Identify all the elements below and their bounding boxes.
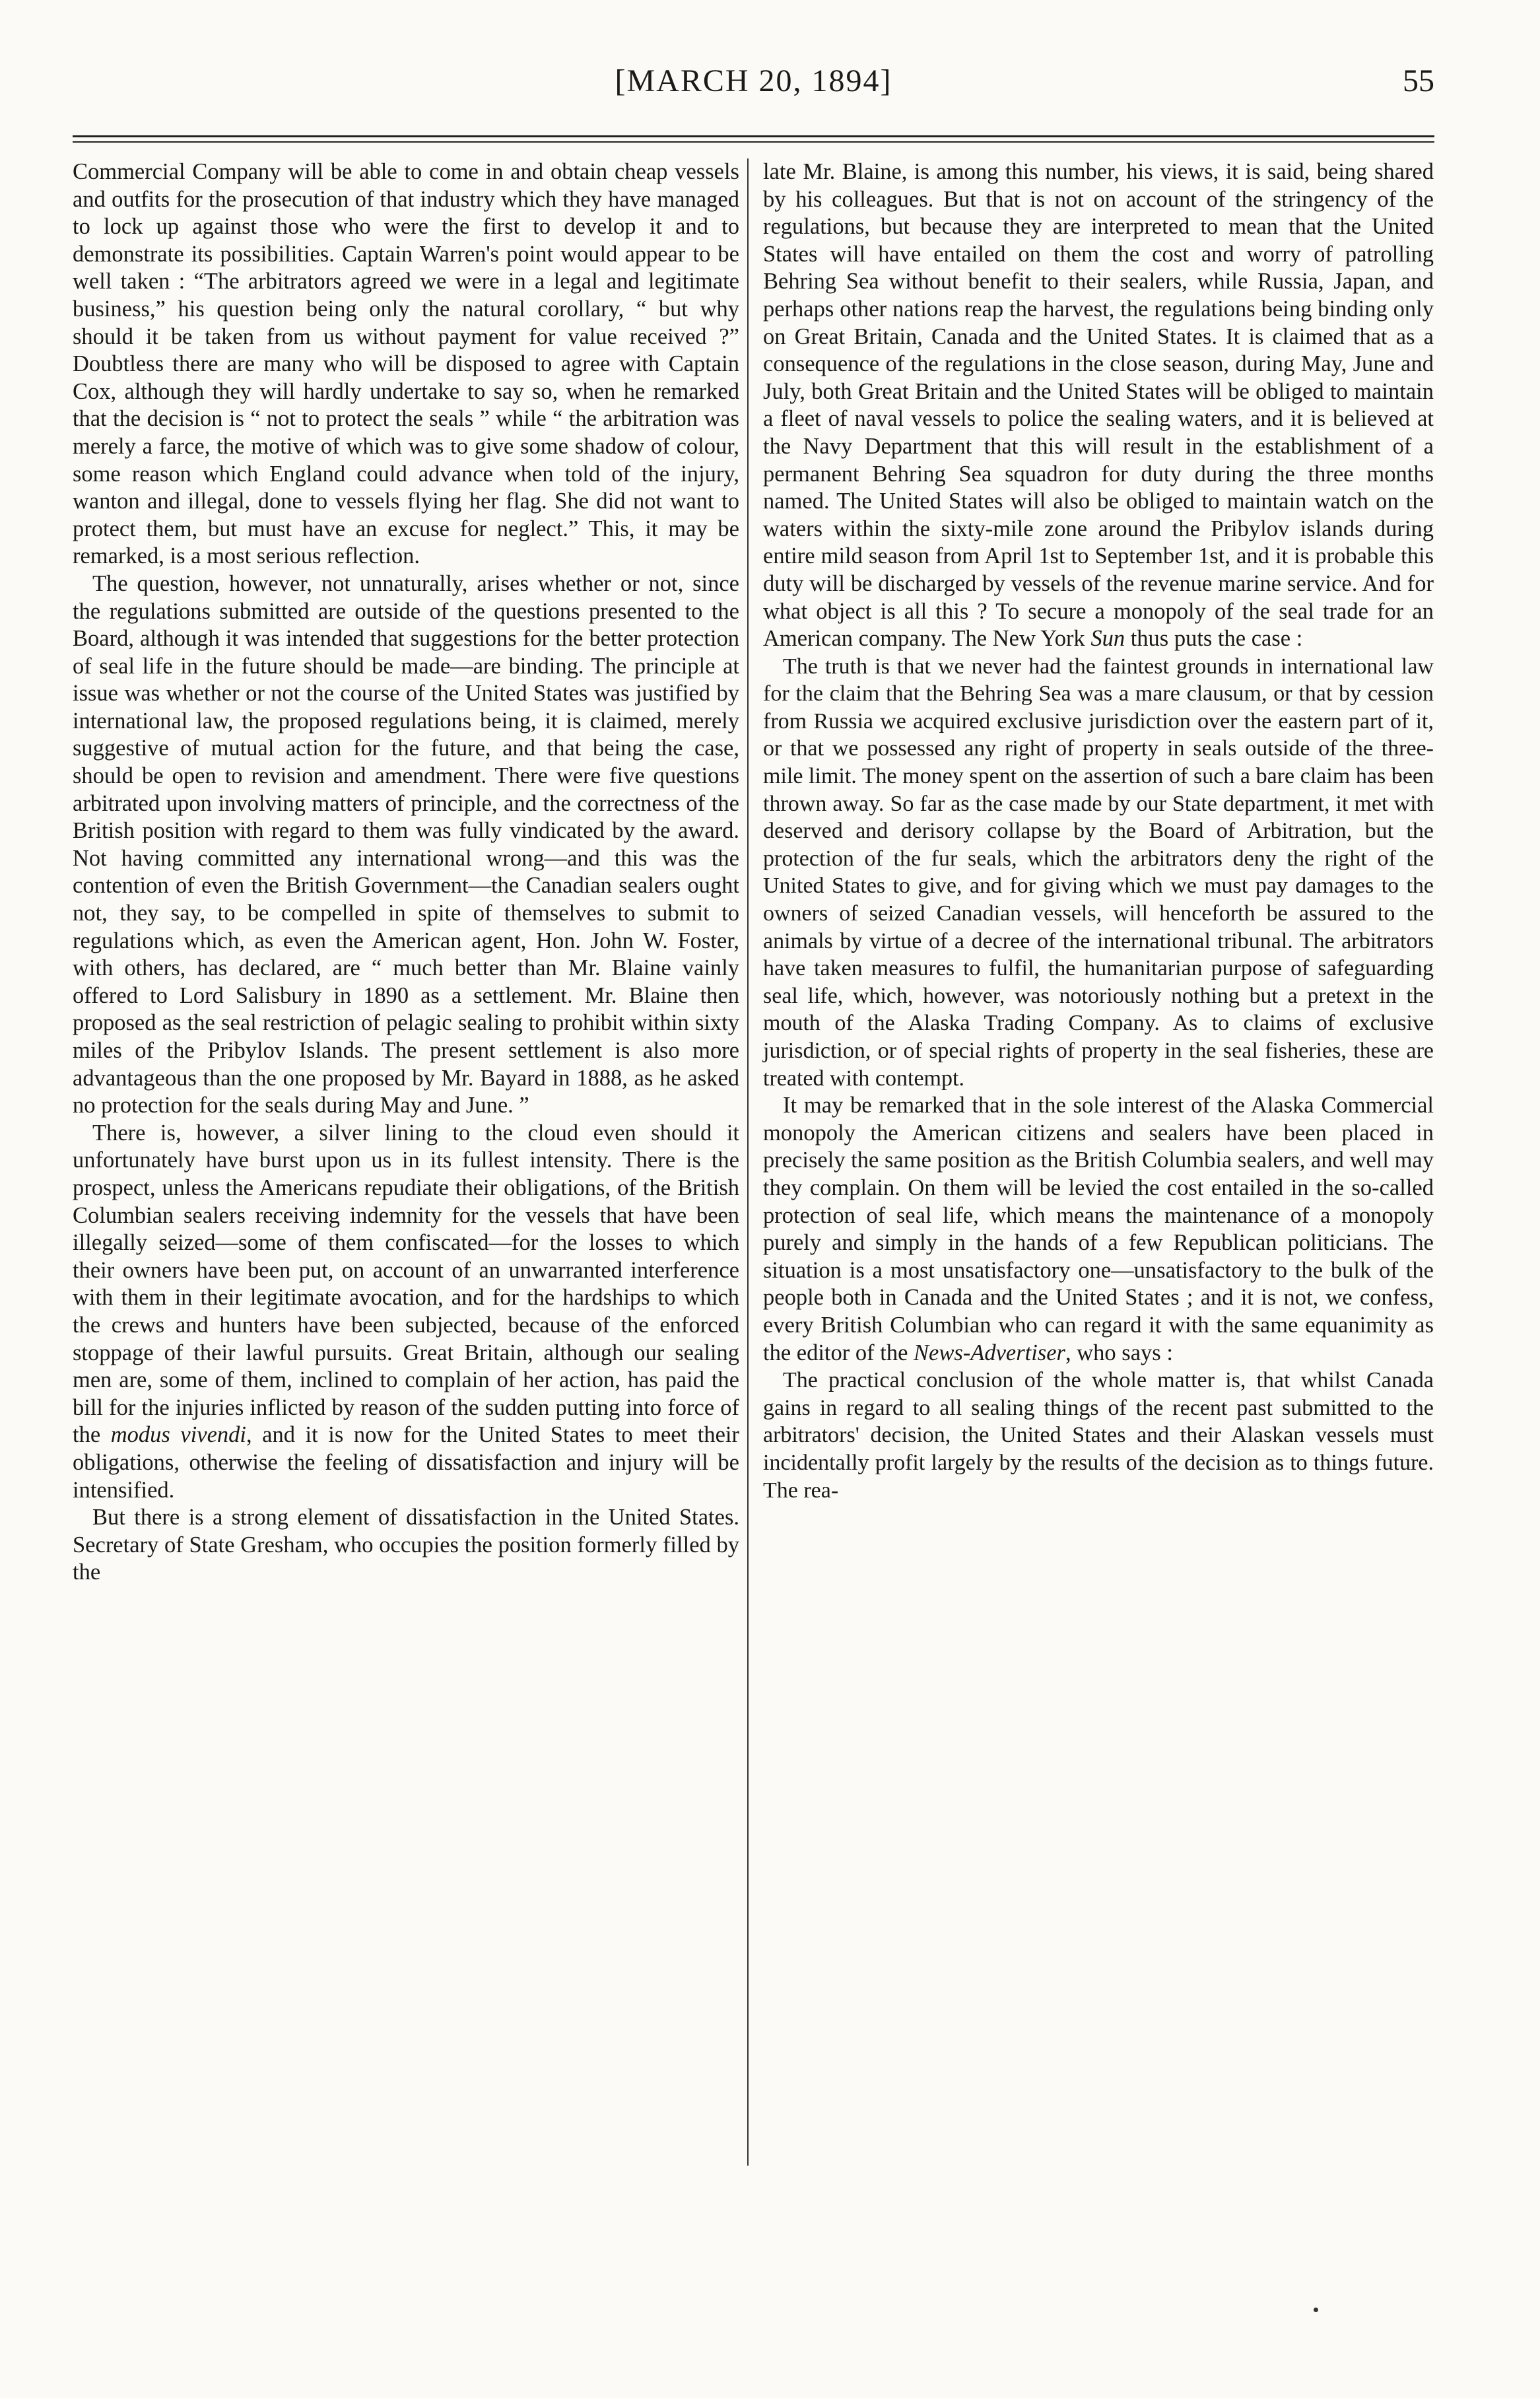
left-paragraph-4: But there is a strong element of dissatisfaction in the United States. Secretary of State Gresham, who occupies the position formerly filled by the: [73, 1505, 739, 1585]
left-paragraph-1: Commercial Company will be able to come in and obtain cheap vessels and outfits for the prosecution of that industry which they have managed to lock up against those who were the first to develop it and to demonstrate its possibilities. Captain Warren's point would appear to be well taken : “The arbitrators agreed we were in a legal and legitimate business,” his question being only the natural corollary, “ but why should it be taken from us without payment for value received ?” Doubtless there are many who will be disposed to agree with Captain Cox, although they will hardly undertake to say so, when he remarked that the decision is “ not to protect the seals ” while “ the arbitration was merely a farce, the motive of which was to give some shadow of colour, some reason which England could advance when told of the injury, wanton and illegal, done to vessels flying her flag. She did not want to protect them, but must have an excuse for neglect.” This, it may be remarked, is a most serious reflection.: [73, 159, 739, 569]
column-divider: [747, 158, 749, 2166]
sun-italic: Sun: [1090, 626, 1125, 652]
right-paragraph-1-text-b: thus puts the case :: [1130, 626, 1303, 652]
left-paragraph-3-text-b: , and it is now for the United States to meet their obligations, otherwise the feeling of dissatisfaction and injury will be intensified.: [73, 1422, 739, 1503]
quote-news-advertiser: The practical conclusion of the whole matter is, that whilst Canada gains in regard to all sealing things of the recent past submitted to the arbitrators' decision, the United States and their Alaskan vessels must incidentally profit largely by the results of the decision as to things future. The rea-: [763, 1368, 1434, 1503]
modus-vivendi-italic: modus vivendi: [110, 1422, 246, 1448]
stray-ink-dot: [1314, 2308, 1318, 2312]
header-rule-bottom: [73, 141, 1434, 143]
left-column: [73, 158, 739, 1587]
right-paragraph-2-text-b: , who says :: [1065, 1340, 1173, 1365]
page-number: 55: [1403, 63, 1434, 98]
header-rule-top: [73, 135, 1434, 137]
quote-new-york-sun: The truth is that we never had the faintest grounds in international law for the claim that the Behring Sea was a mare clausum, or that by cession from Russia we acquired exclusive jurisdiction over the eastern part of it, or that we possessed any right of property in seals outside of the three-mile limit. The money spent on the assertion of such a bare claim has been thrown away. So far as the case made by our State department, it met with deserved and derisory collapse by the Board of Arbitration, but the protection of the fur seals, which the arbitrators deny the right of the United States to give, and for giving which we must pay damages to the owners of seized Canadian vessels, will henceforth be assured to the animals by virtue of a decree of the international tribunal. The arbitrators have taken measures to fulfil, the humanitarian purpose of safeguarding seal life, which, however, was notoriously nothing but a pretext in the mouth of the Alaska Trading Company. As to claims of exclusive jurisdiction, or of special rights of property in the seal fisheries, these are treated with contempt.: [763, 654, 1434, 1091]
news-advertiser-italic: News-Advertiser: [914, 1340, 1065, 1365]
right-paragraph-2: [763, 1092, 1434, 1367]
right-column: [763, 158, 1434, 1504]
right-paragraph-2-text-a: It may be remarked that in the sole interest of the Alaska Commercial monopoly the American citizens and sealers have been placed in precisely the same position as the British Columbia sealers, and well may they complain. On them will be levied the cost entailed in the so-called protection of seal life, which means the maintenance of a monopoly purely and simply in the hands of a few Republican politicians. The situation is a most unsatisfactory one—unsatisfactory to the bulk of the people both in Canada and the United States ; and it is not, we confess, every British Columbian who can regard it with the same equanimity as the editor of the: [763, 1093, 1434, 1365]
left-paragraph-3-text-a: There is, however, a silver lining to the cloud even should it unfortunately have burst upon us in its fullest intensity. There is the prospect, unless the Americans repudiate their obligations, of the British Columbian sealers receiving indemnity for the vessels that have been illegally seized—some of them confiscated—for the losses to which their owners have been put, on account of an unwarranted interference with them in their legitimate avocation, and for the hardships to which the crews and hunters have been subjected, because of the enforced stoppage of their lawful pursuits. Great Britain, although our sealing men are, some of them, inclined to complain of her action, has paid the bill for the injuries inflicted by reason of the sudden putting into force of the: [73, 1120, 739, 1448]
right-paragraph-1: [763, 158, 1434, 653]
left-paragraph-2: The question, however, not unnaturally, arises whether or not, since the regulations submitted are outside of the questions presented to the Board, although it was intended that suggestions for the better protection of seal life in the future should be made—are binding. The principle at issue was whether or not the course of the United States was justified by international law, the proposed regulations being, it is claimed, merely suggestive of mutual action for the future, and that being the case, should be open to revision and amendment. There were five questions arbitrated upon involving matters of principle, and the correctness of the British position with regard to them was fully vindicated by the award. Not having committed any international wrong—and this was the contention of even the British Government—the Canadian sealers ought not, they say, to be compelled in spite of themselves to submit to regulations which, as even the American agent, Hon. John W. Foster, with others, has declared, are “ much better than Mr. Blaine vainly offered to Lord Salisbury in 1890 as a settlement. Mr. Blaine then proposed as the seal restriction of pelagic sealing to prohibit within sixty miles of the Pribylov Islands. The present settlement is also more advantageous than the one proposed by Mr. Bayard in 1888, as he asked no protection for the seals during May and June. ”: [73, 570, 739, 1118]
right-paragraph-1-text-a: late Mr. Blaine, is among this number, his views, it is said, being shared by his colleagues. But that is not on account of the stringency of the regulations, but because they are interpreted to mean that the United States will have entailed on them the cost and worry of patrolling Behring Sea without benefit to their sealers, while Russia, Japan, and perhaps other nations reap the harvest, the regulations being binding only on Great Britain, Canada and the United States. It is claimed that as a consequence of the regulations in the close season, during May, June and July, both Great Britain and the United States will be obliged to maintain a fleet of naval vessels to police the sealing waters, and it is believed at the Navy Department that this will result in the establishment of a permanent Behring Sea squadron for duty during the three months named. The United States will also be obliged to maintain watch on the waters within the sixty-mile zone around the Pribylov islands during entire mild season from April 1st to September 1st, and it is probable this duty will be discharged by vessels of the revenue marine service. And for what object is all this ? To secure a monopoly of the seal trade for an American company. The New York: [763, 159, 1434, 652]
issue-date: [MARCH 20, 1894]: [615, 63, 892, 98]
left-paragraph-3: [73, 1120, 739, 1504]
page-header: [73, 63, 1434, 122]
